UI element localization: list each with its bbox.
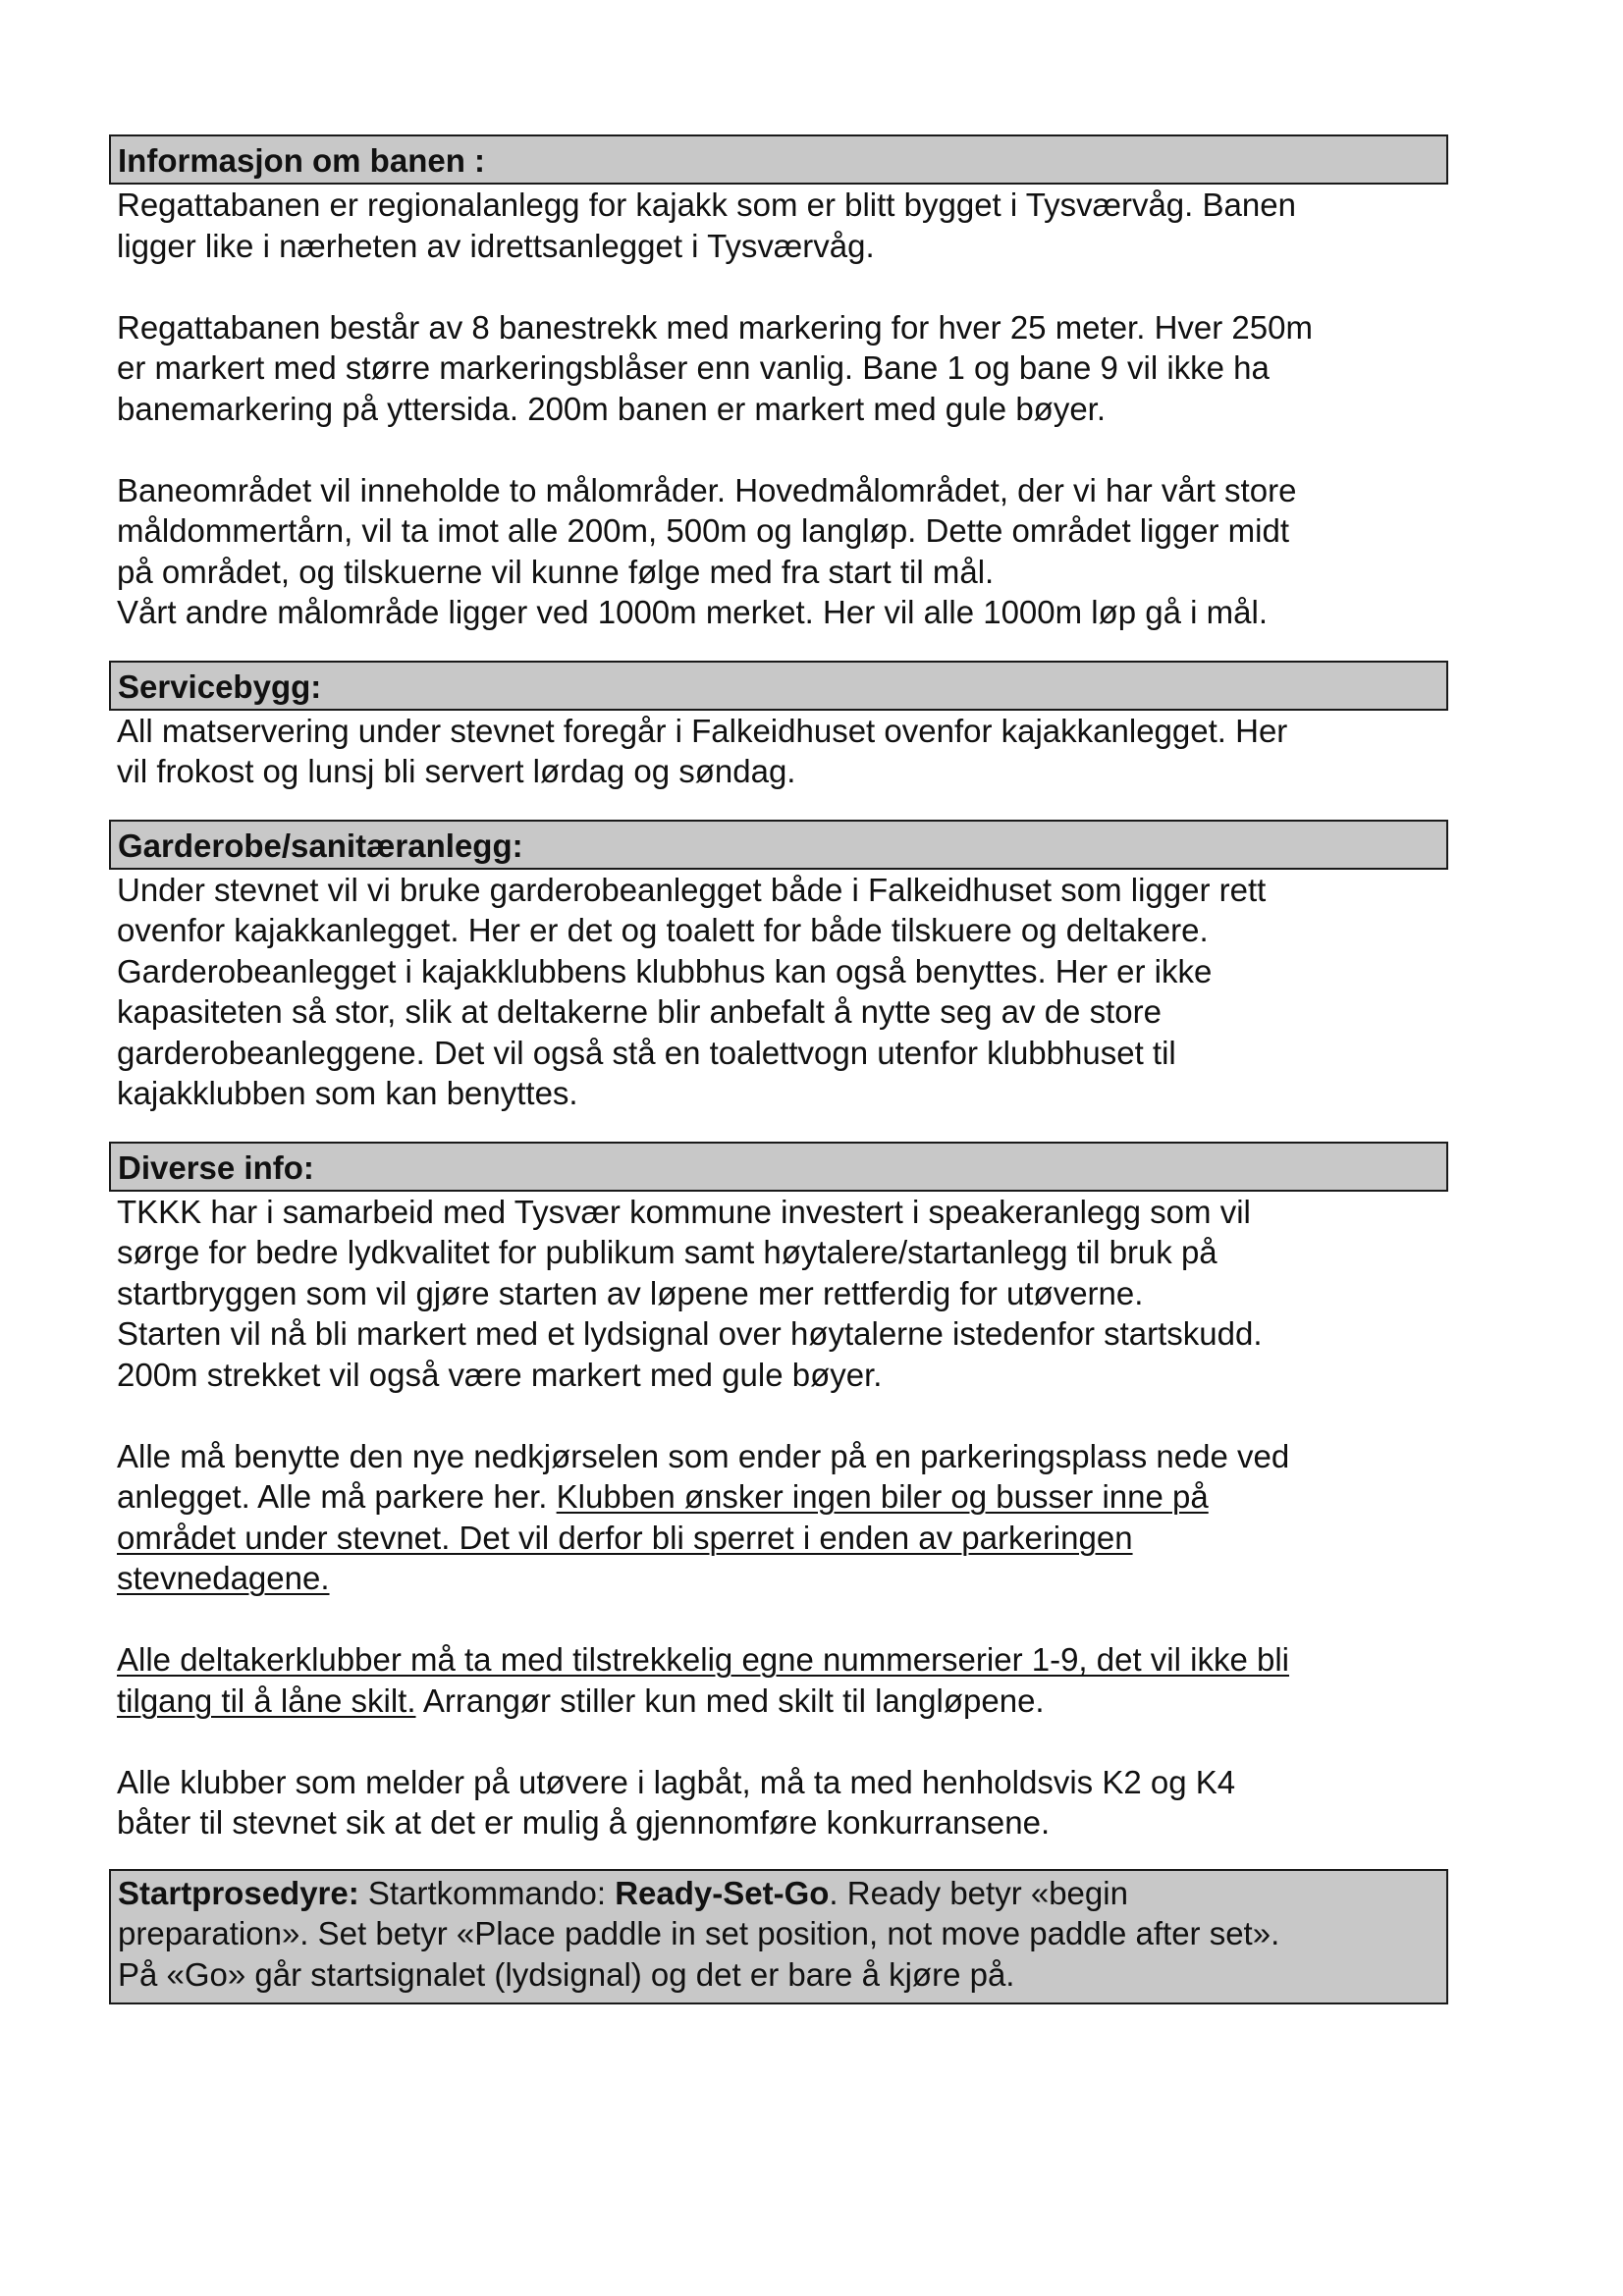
paragraph bbox=[117, 307, 1448, 430]
text-line bbox=[117, 1518, 1448, 1559]
text-line: kajakklubben som kan benyttes. bbox=[117, 1075, 578, 1111]
text-line: tilgang til å låne skilt. Arrangør stiller kun med skilt til langløpene. bbox=[117, 1682, 1045, 1719]
paragraph bbox=[117, 185, 1448, 266]
text-line: Regattabanen består av 8 banestrekk med markering for hver 25 meter. Hver 250m bbox=[117, 308, 1313, 346]
underlined-text: Alle deltakerklubber må ta med tilstrekkelig egne nummerserier 1-9, det vil ikke bli bbox=[117, 1641, 1290, 1678]
text-line: sørge for bedre lydkvalitet for publikum samt høytalere/startanlegg til bruk på bbox=[117, 1234, 1217, 1270]
paragraph-numbers bbox=[117, 1639, 1448, 1721]
text-line: kapasiteten så stor, slik at deltakerne blir anbefalt å nytte seg av de store bbox=[117, 993, 1162, 1030]
start-procedure-label: Startprosedyre: bbox=[118, 1874, 359, 1911]
section-body-servicebygg bbox=[109, 711, 1448, 792]
section-heading-servicebygg: Servicebygg: bbox=[109, 661, 1448, 711]
text-line bbox=[117, 1639, 1448, 1681]
text-line: Vårt andre målområde ligger ved 1000m merket. Her vil alle 1000m løp gå i mål. bbox=[117, 594, 1269, 630]
text-line bbox=[117, 1558, 1448, 1599]
section-heading-banen: Informasjon om banen : bbox=[109, 134, 1448, 185]
section-body-diverse bbox=[109, 1192, 1448, 1843]
text-line: TKKK har i samarbeid med Tysvær kommune investert i speakeranlegg som vil bbox=[117, 1193, 1251, 1230]
text-line: ovenfor kajakkanlegget. Her er det og toalett for både tilskuere og deltakere. bbox=[117, 912, 1209, 948]
text-line: Garderobeanlegget i kajakklubbens klubbhus kan også benyttes. Her er ikke bbox=[117, 952, 1213, 989]
text-line: på området, og tilskuerne vil kunne følge med fra start til mål. bbox=[117, 553, 995, 590]
text-line: Baneområdet vil inneholde to målområder. Hovedmålområdet, der vi har vårt store bbox=[117, 471, 1297, 508]
paragraph bbox=[117, 1192, 1448, 1396]
underlined-text: området under stevnet. Det vil derfor bli sperret i enden av parkeringen bbox=[117, 1519, 1133, 1556]
start-command: Ready-Set-Go bbox=[615, 1874, 830, 1911]
text-line: preparation». Set betyr «Place paddle in set position, not move paddle after set». bbox=[118, 1915, 1280, 1951]
paragraph-lagbat bbox=[117, 1762, 1448, 1843]
text-line: All matservering under stevnet foregår i Falkeidhuset ovenfor kajakkanlegget. Her bbox=[117, 712, 1288, 749]
text-line: startbryggen som vil gjøre starten av løpene mer rettferdig for utøverne. bbox=[117, 1274, 1144, 1311]
paragraph-parking bbox=[117, 1436, 1448, 1599]
text-line: På «Go» går startsignalet (lydsignal) og det er bare å kjøre på. bbox=[118, 1955, 1015, 1993]
section-heading-diverse: Diverse info: bbox=[109, 1142, 1448, 1192]
section-body-garderobe bbox=[109, 870, 1448, 1114]
paragraph bbox=[117, 470, 1448, 633]
text-line: 200m strekket vil også være markert med gule bøyer. bbox=[117, 1356, 883, 1393]
text-line: banemarkering på yttersida. 200m banen er markert med gule bøyer. bbox=[117, 390, 1107, 427]
start-procedure-box bbox=[109, 1869, 1448, 2005]
text-line: vil frokost og lunsj bli servert lørdag og søndag. bbox=[117, 753, 796, 789]
text-line: Alle klubber som melder på utøvere i lagbåt, må ta med henholdsvis K2 og K4 bbox=[117, 1763, 1236, 1800]
text-line: anlegget. Alle må parkere her. Klubben ønsker ingen biler og busser inne på bbox=[117, 1478, 1209, 1515]
section-heading-garderobe: Garderobe/sanitæranlegg: bbox=[109, 820, 1448, 870]
underlined-text: Klubben ønsker ingen biler og busser inne på bbox=[556, 1478, 1209, 1515]
document-page bbox=[109, 134, 1448, 2004]
text-line: Under stevnet vil vi bruke garderobeanlegget både i Falkeidhuset som ligger rett bbox=[117, 871, 1267, 908]
text-line: garderobeanleggene. Det vil også stå en toalettvogn utenfor klubbhuset til bbox=[117, 1034, 1176, 1071]
text-line: Alle må benytte den nye nedkjørselen som ender på en parkeringsplass nede ved bbox=[117, 1437, 1290, 1474]
text-line: Regattabanen er regionalanlegg for kajakk som er blitt bygget i Tysværvåg. Banen bbox=[117, 187, 1296, 223]
underlined-text: stevnedagene. bbox=[117, 1560, 330, 1596]
text-line: er markert med større markeringsblåser enn vanlig. Bane 1 og bane 9 vil ikke ha bbox=[117, 349, 1270, 386]
text-line: ligger like i nærheten av idrettsanlegget i Tysværvåg. bbox=[117, 227, 875, 264]
text-line: måldommertårn, vil ta imot alle 200m, 500m og langløp. Dette området ligger midt bbox=[117, 512, 1290, 549]
section-body-banen bbox=[109, 185, 1448, 633]
text-line: Starten vil nå bli markert med et lydsignal over høytalerne istedenfor startskudd. bbox=[117, 1315, 1263, 1352]
text-line: Startprosedyre: Startkommando: Ready-Set-Go. Ready betyr «begin bbox=[118, 1874, 1128, 1911]
text-line: båter til stevnet sik at det er mulig å gjennomføre konkurransene. bbox=[117, 1804, 1051, 1841]
underlined-text: tilgang til å låne skilt. bbox=[117, 1682, 416, 1719]
